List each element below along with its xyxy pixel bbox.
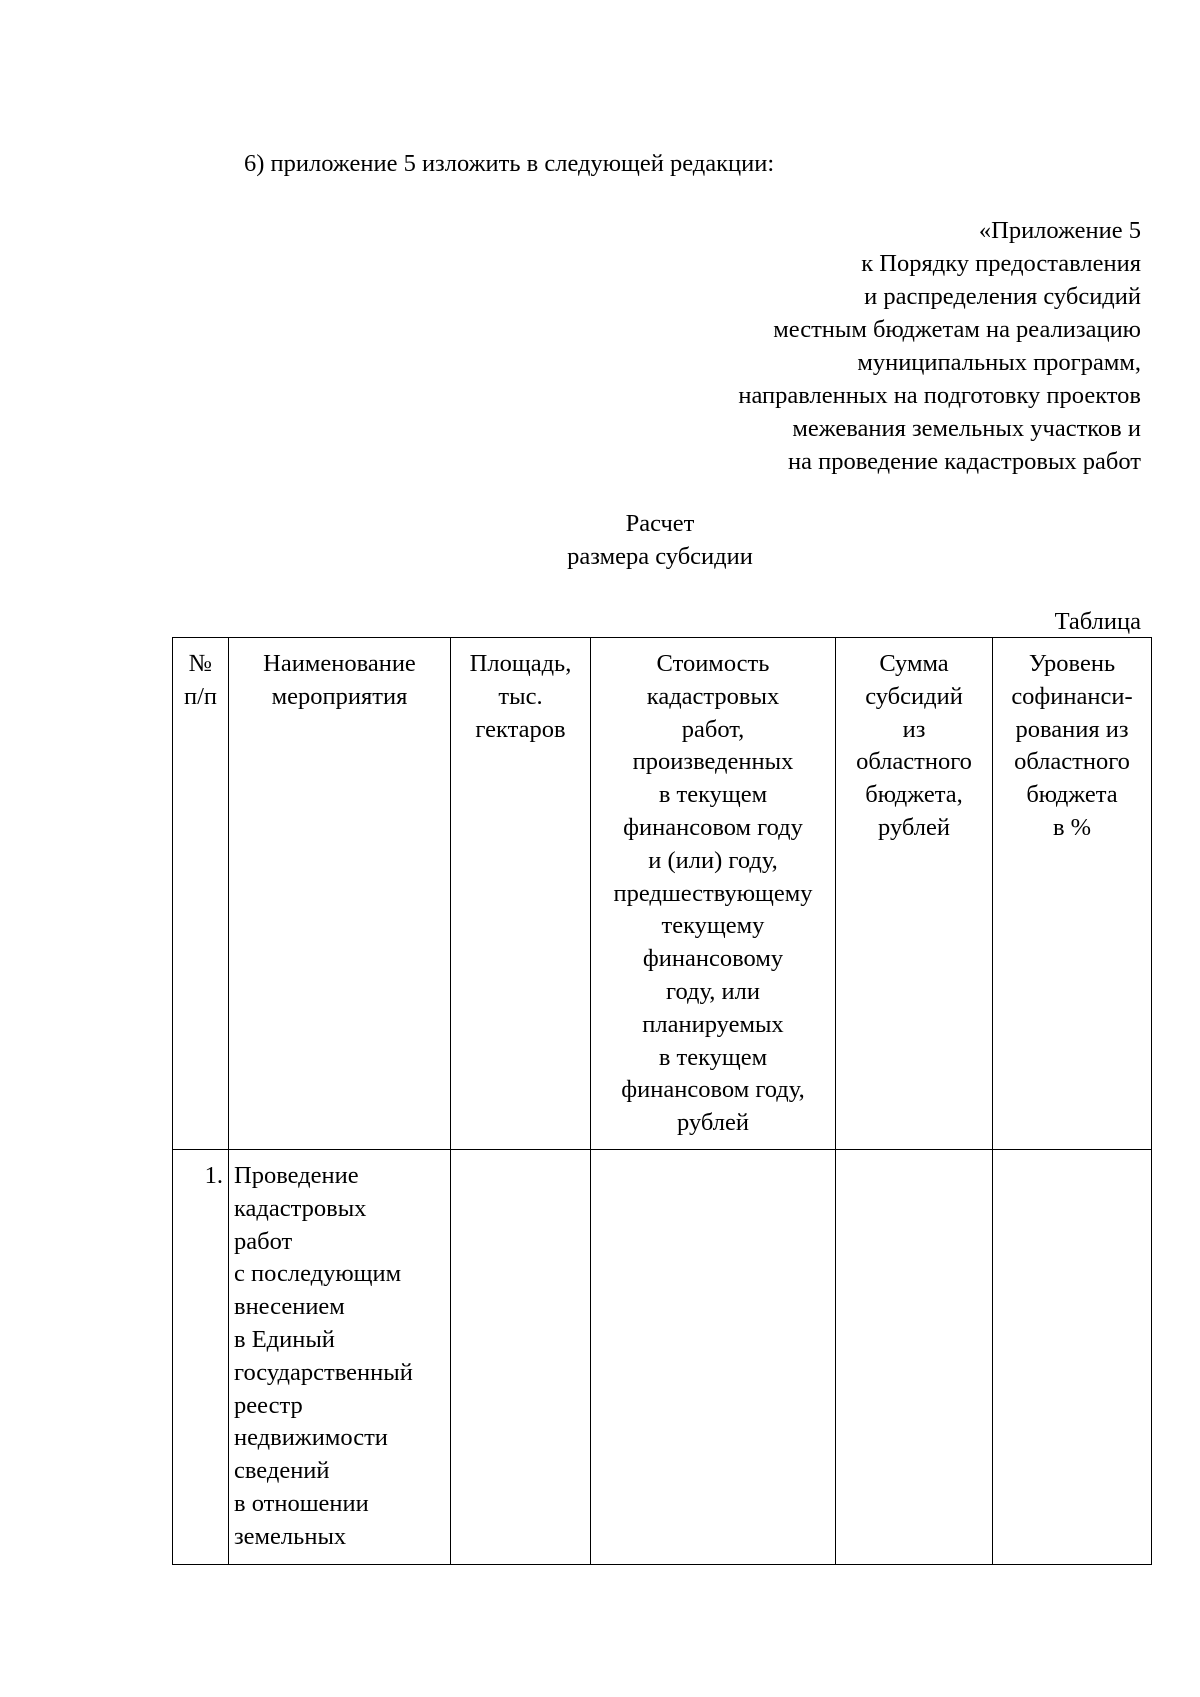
header-line: финансовом году: [623, 813, 803, 841]
header-line: финансовому: [642, 945, 784, 973]
header-line: в текущем: [658, 781, 768, 809]
row-name-line: Проведение: [234, 1162, 359, 1189]
header-line: рублей: [878, 813, 950, 841]
row-name-line: сведений: [234, 1457, 330, 1485]
row-area-cell: [451, 1150, 591, 1565]
appendix-line: «Приложение 5: [978, 217, 1141, 244]
header-line: Площадь,: [469, 650, 572, 677]
header-cell-subsidy: [836, 638, 993, 1150]
header-line: текущему: [661, 912, 765, 940]
header-line: кадастровых: [646, 682, 780, 710]
header-line: рования из: [1015, 715, 1129, 743]
row-name-line: государственный: [234, 1358, 413, 1386]
header-line: произведенных: [632, 748, 794, 776]
row-subsidy-cell: [836, 1150, 993, 1565]
title-line: Расчет: [625, 510, 695, 537]
header-line: и (или) году,: [648, 846, 778, 874]
row-name-line: земельных: [234, 1522, 347, 1550]
header-cell-name: [229, 638, 451, 1150]
header-cell-number: [173, 638, 229, 1150]
header-line: гектаров: [475, 715, 566, 743]
header-line: бюджета,: [865, 781, 963, 809]
appendix-line: муниципальных программ,: [857, 349, 1141, 376]
header-line: Уровень: [1028, 650, 1116, 677]
header-line: из: [902, 715, 926, 743]
row-name-line: реестр: [234, 1391, 303, 1419]
table-row: [173, 1150, 1152, 1565]
title-line: размера субсидии: [567, 543, 753, 570]
appendix-line: на проведение кадастровых работ: [787, 448, 1141, 475]
appendix-line: к Порядку предоставления: [861, 250, 1141, 277]
row-cost-cell: [591, 1150, 836, 1565]
header-line: в текущем: [658, 1043, 768, 1071]
header-line: софинанси-: [1011, 682, 1133, 710]
intro-text: 6) приложение 5 изложить в следующей редакции:: [244, 150, 775, 177]
table-header-row: [173, 638, 1152, 1150]
header-line: Сумма: [879, 650, 949, 677]
appendix-line: и распределения субсидий: [864, 283, 1141, 310]
header-cell-area: [451, 638, 591, 1150]
row-level-cell: [993, 1150, 1152, 1565]
header-line: областного: [856, 748, 972, 776]
header-line: тыс.: [498, 682, 543, 710]
row-name-line: внесением: [234, 1293, 345, 1321]
appendix-line: межевания земельных участков и: [792, 415, 1141, 442]
header-line: работ,: [681, 715, 745, 743]
header-cell-cofinancing-level: [993, 638, 1152, 1150]
table-caption: Таблица: [1054, 608, 1141, 635]
subsidy-table: [172, 637, 1152, 1565]
header-line: году, или: [666, 977, 760, 1005]
row-name-line: кадастровых: [234, 1194, 367, 1222]
header-line: мероприятия: [271, 682, 408, 710]
row-number-cell: 1.: [173, 1150, 229, 1565]
header-line: субсидий: [865, 682, 963, 710]
header-line: в %: [1052, 813, 1092, 841]
appendix-line: направленных на подготовку проектов: [738, 382, 1141, 409]
header-cell-cost: [591, 638, 836, 1150]
header-line: бюджета: [1026, 781, 1118, 809]
row-name-line: с последующим: [234, 1260, 402, 1288]
header-line: п/п: [183, 682, 218, 710]
row-name-cell: [229, 1150, 451, 1565]
header-line: предшествующему: [613, 879, 813, 907]
appendix-reference: [738, 214, 1141, 478]
row-name-line: в Единый: [234, 1325, 335, 1353]
row-name-line: работ: [234, 1227, 293, 1255]
header-line: финансовом году,: [621, 1076, 805, 1104]
header-line: №: [188, 650, 213, 677]
header-line: рублей: [677, 1109, 749, 1137]
row-name-line: недвижимости: [234, 1424, 388, 1452]
header-line: областного: [1014, 748, 1130, 776]
appendix-line: местным бюджетам на реализацию: [773, 316, 1141, 343]
header-line: планируемых: [642, 1010, 784, 1038]
document-title: [0, 507, 1200, 573]
row-name-line: в отношении: [234, 1489, 369, 1517]
header-line: Наименование: [263, 650, 416, 677]
header-line: Стоимость: [656, 650, 770, 677]
